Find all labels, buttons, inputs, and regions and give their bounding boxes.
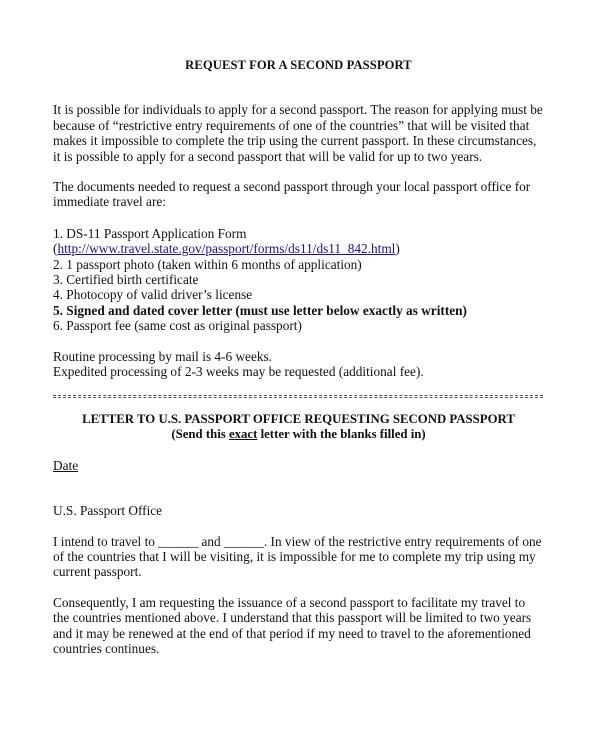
list-item: 2. 1 passport photo (taken within 6 months of application) — [53, 256, 362, 272]
section-divider — [53, 395, 543, 398]
request-paragraph: Consequently, I am requesting the issuance of a second passport to facilitate my travel to the countries mentioned above. I understand that this passport will be limited to two years and it may be renewed at the end of that period if my need to travel to the aforementioned countries continues. — [53, 594, 532, 656]
letter-title-pre: (Send this — [171, 427, 229, 442]
processing-routine: Routine processing by mail is 4-6 weeks. — [53, 348, 272, 364]
intend-paragraph: I intend to travel to ______ and ______. In view of the restrictive entry requirements of one of the countries that I will be visiting, it is impossible for me to complete my trip using my current passport. — [53, 533, 542, 580]
documents-intro: The documents needed to request a second passport through your local passport office for immediate travel are: — [53, 179, 531, 210]
letter-title-line1: LETTER TO U.S. PASSPORT OFFICE REQUESTING SECOND PASSPORT — [82, 411, 515, 426]
date-label: Date — [53, 457, 79, 473]
letter-title — [53, 412, 544, 443]
letter-title-line2 — [53, 427, 544, 443]
letter-title-post: letter with the blanks filled in) — [257, 427, 426, 442]
list-item: 3. Certified birth certificate — [53, 272, 199, 288]
intro-paragraph: It is possible for individuals to apply for a second passport. The reason for applying must be because of “restrictive entry requirements of one of the countries” that will be visited that makes it impossible to complete the trip using the current passport. In these circumstances, it is possible to apply for a second passport that will be valid for up to two years. — [53, 102, 543, 164]
processing-expedited: Expedited processing of 2-3 weeks may be requested (additional fee). — [53, 364, 424, 380]
letter-title-exact: exact — [228, 427, 258, 442]
recipient-office: U.S. Passport Office — [53, 503, 163, 519]
page-title: REQUEST FOR A SECOND PASSPORT — [185, 58, 412, 72]
list-item: 6. Passport fee (same cost as original passport) — [53, 318, 302, 334]
list-item-link — [53, 241, 544, 256]
list-item-cover-letter: 5. Signed and dated cover letter (must use letter below exactly as written) — [53, 302, 467, 318]
list-item: 4. Photocopy of valid driver’s license — [53, 287, 253, 303]
link-prefix: ( — [53, 241, 58, 257]
documents-list — [53, 226, 544, 334]
ds11-form-link[interactable]: http://www.travel.state.gov/passport/forms/ds11/ds11_842.html — [57, 241, 396, 257]
link-suffix: ) — [395, 241, 400, 257]
list-item: 1. DS-11 Passport Application Form — [53, 225, 247, 241]
